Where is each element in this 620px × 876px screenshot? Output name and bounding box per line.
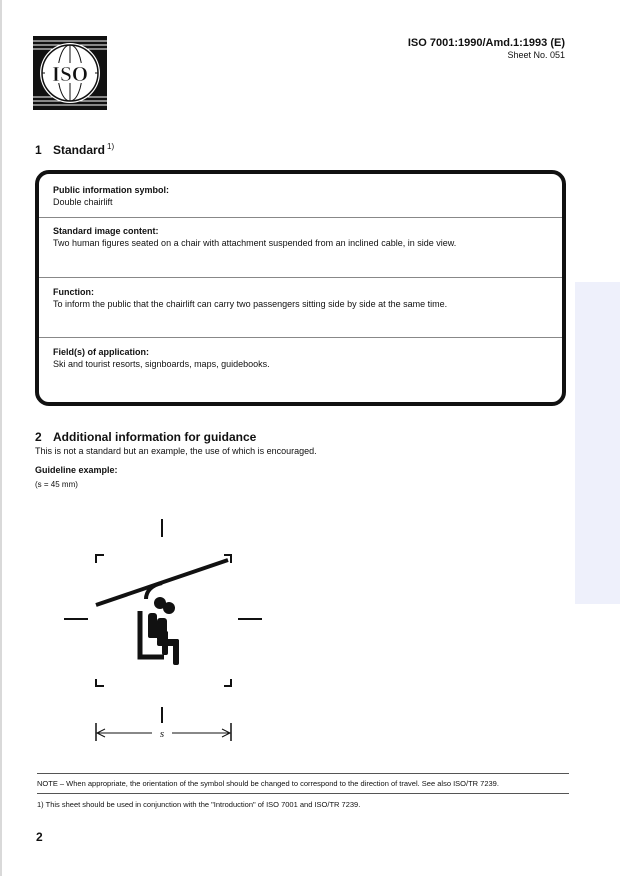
section-1-heading	[35, 142, 114, 157]
field-application	[53, 346, 552, 370]
dimension-label: s	[159, 728, 165, 740]
field-label: Function:	[53, 287, 94, 297]
page-edge-shadow	[0, 0, 2, 876]
iso-logo-text: ISO	[51, 62, 89, 86]
field-standard-image-content	[53, 225, 552, 249]
section-1-number: 1	[35, 143, 42, 157]
field-divider	[39, 277, 562, 278]
footnote-rule	[37, 793, 569, 794]
guideline-size: (s = 45 mm)	[35, 480, 78, 489]
field-label: Field(s) of application:	[53, 347, 149, 357]
field-divider	[39, 217, 562, 218]
section-2-number: 2	[35, 430, 42, 444]
field-value: To inform the public that the chairlift can carry two passengers sitting side by side at the same time.	[53, 299, 448, 309]
section-1-title: Standard	[53, 143, 106, 157]
double-chairlift-symbol	[60, 515, 270, 745]
field-label: Standard image content:	[53, 226, 159, 236]
field-function	[53, 286, 552, 310]
section-2-title: Additional information for guidance	[53, 430, 257, 444]
footnote-mark: 1)	[107, 142, 115, 151]
sheet-number: Sheet No. 051	[507, 50, 565, 60]
note-text: NOTE – When appropriate, the orientation of the symbol should be changed to correspond to the direction of travel. See also ISO/TR 7239.	[37, 779, 499, 788]
field-label: Public information symbol:	[53, 185, 170, 195]
chairlift-pictogram	[96, 560, 228, 665]
field-value: Ski and tourist resorts, signboards, maps, guidebooks.	[53, 359, 270, 369]
guideline-label: Guideline example:	[35, 465, 118, 475]
section-2-heading	[35, 430, 256, 444]
page-number: 2	[36, 830, 43, 844]
field-value: Two human figures seated on a chair with attachment suspended from an inclined cable, in side view.	[53, 238, 457, 248]
field-public-information-symbol	[53, 184, 552, 208]
side-tab-shading	[575, 282, 620, 604]
field-divider	[39, 337, 562, 338]
standard-info-frame	[35, 170, 566, 406]
document-code: ISO 7001:1990/Amd.1:1993 (E)	[407, 37, 565, 49]
iso-logo	[33, 36, 107, 110]
guidance-text: This is not a standard but an example, the use of which is encouraged.	[35, 446, 317, 456]
field-value: Double chairlift	[53, 197, 113, 207]
footnote-text: 1) This sheet should be used in conjunction with the "Introduction" of ISO 7001 and ISO/TR 7239.	[37, 800, 361, 809]
note-rule	[37, 773, 569, 774]
